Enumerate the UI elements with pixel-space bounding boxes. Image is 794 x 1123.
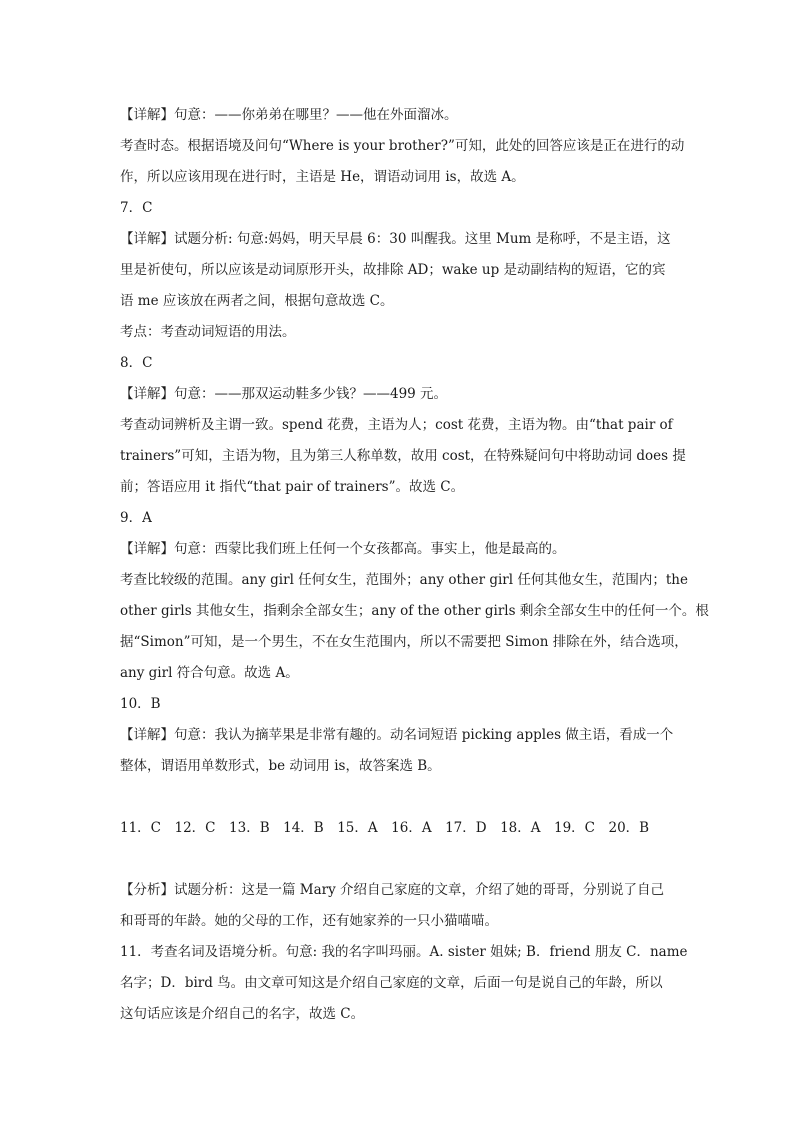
spacer	[120, 844, 675, 875]
answer-number: 8．C	[120, 355, 153, 371]
answer-number: 9．A	[120, 510, 152, 526]
answer-number: 10．B	[120, 696, 161, 712]
analysis-line: 和哥哥的年龄。她的父母的工作，还有她家养的一只小猫喵喵。	[120, 913, 498, 929]
explanation-line: 前；答语应用 it 指代“that pair of trainers”。故选 C。	[120, 479, 465, 495]
explanation-line: 【详解】句意：西蒙比我们班上任何一个女孩都高。事实上，他是最高的。	[120, 541, 566, 557]
explanation-line: 语 me 应该放在两者之间，根据句意故选 C。	[120, 293, 394, 309]
explanation-line: 11．考查名词及语境分析。句意: 我的名字叫玛丽。A. sister 姐妹; B．friend 朋友 C．name	[120, 944, 688, 960]
analysis-line: 【分析】试题分析：这是一篇 Mary 介绍自己家庭的文章，介绍了她的哥哥，分别说了自己	[120, 882, 665, 898]
explanation-line: 考查动词辨析及主谓一致。spend 花费，主语为人；cost 花费，主语为物。由“that pair of	[120, 417, 673, 433]
explanation-line: 【详解】句意：——那双运动鞋多少钱？——499 元。	[120, 386, 448, 402]
explanation-line: trainers”可知，主语为物，且为第三人称单数，故用 cost，在特殊疑问句中将助动词 does 提	[120, 448, 686, 464]
document-body	[120, 100, 709, 1030]
spacer	[120, 782, 675, 813]
explanation-line: any girl 符合句意。故选 A。	[120, 665, 299, 681]
answer-key-row: 11．C 12．C 13．B 14．B 15．A 16．A 17．D 18．A 19．C 20．B	[120, 820, 650, 836]
explanation-line: 考点：考查动词短语的用法。	[120, 324, 296, 340]
explanation-line: 考查比较级的范围。any girl 任何女生，范围外；any other girl 任何其他女生，范围内；the	[120, 572, 688, 588]
explanation-line: 整体，谓语用单数形式，be 动词用 is，故答案选 B。	[120, 758, 441, 774]
explanation-line: 据“Simon”可知，是一个男生，不在女生范围内，所以不需要把 Simon 排除在外，结合选项，	[120, 634, 688, 650]
explanation-line: 名字；D．bird 鸟。由文章可知这是介绍自己家庭的文章，后面一句是说自己的年龄，所以	[120, 975, 663, 991]
explanation-line: 【详解】句意：——你弟弟在哪里？——他在外面溜冰。	[120, 107, 458, 123]
explanation-line: 作，所以应该用现在进行时，主语是 He，谓语动词用 is，故选 A。	[120, 169, 525, 185]
explanation-line: 【详解】句意：我认为摘苹果是非常有趣的。动名词短语 picking apples 做主语，看成一个	[120, 727, 674, 743]
explanation-line: 里是祈使句，所以应该是动词原形开头，故排除 AD；wake up 是动副结构的短语，它的宾	[120, 262, 666, 278]
explanation-line: 这句话应该是介绍自己的名字，故选 C。	[120, 1006, 365, 1022]
explanation-line: 考查时态。根据语境及问句“Where is your brother?”可知，此处的回答应该是正在进行的动	[120, 138, 685, 154]
answer-number: 7．C	[120, 200, 153, 216]
explanation-line: 【详解】试题分析: 句意:妈妈，明天早晨 6：30 叫醒我。这里 Mum 是称呼，不是主语，这	[120, 231, 671, 247]
explanation-line: other girls 其他女生，指剩余全部女生；any of the other girls 剩余全部女生中的任何一个。根	[120, 603, 709, 619]
